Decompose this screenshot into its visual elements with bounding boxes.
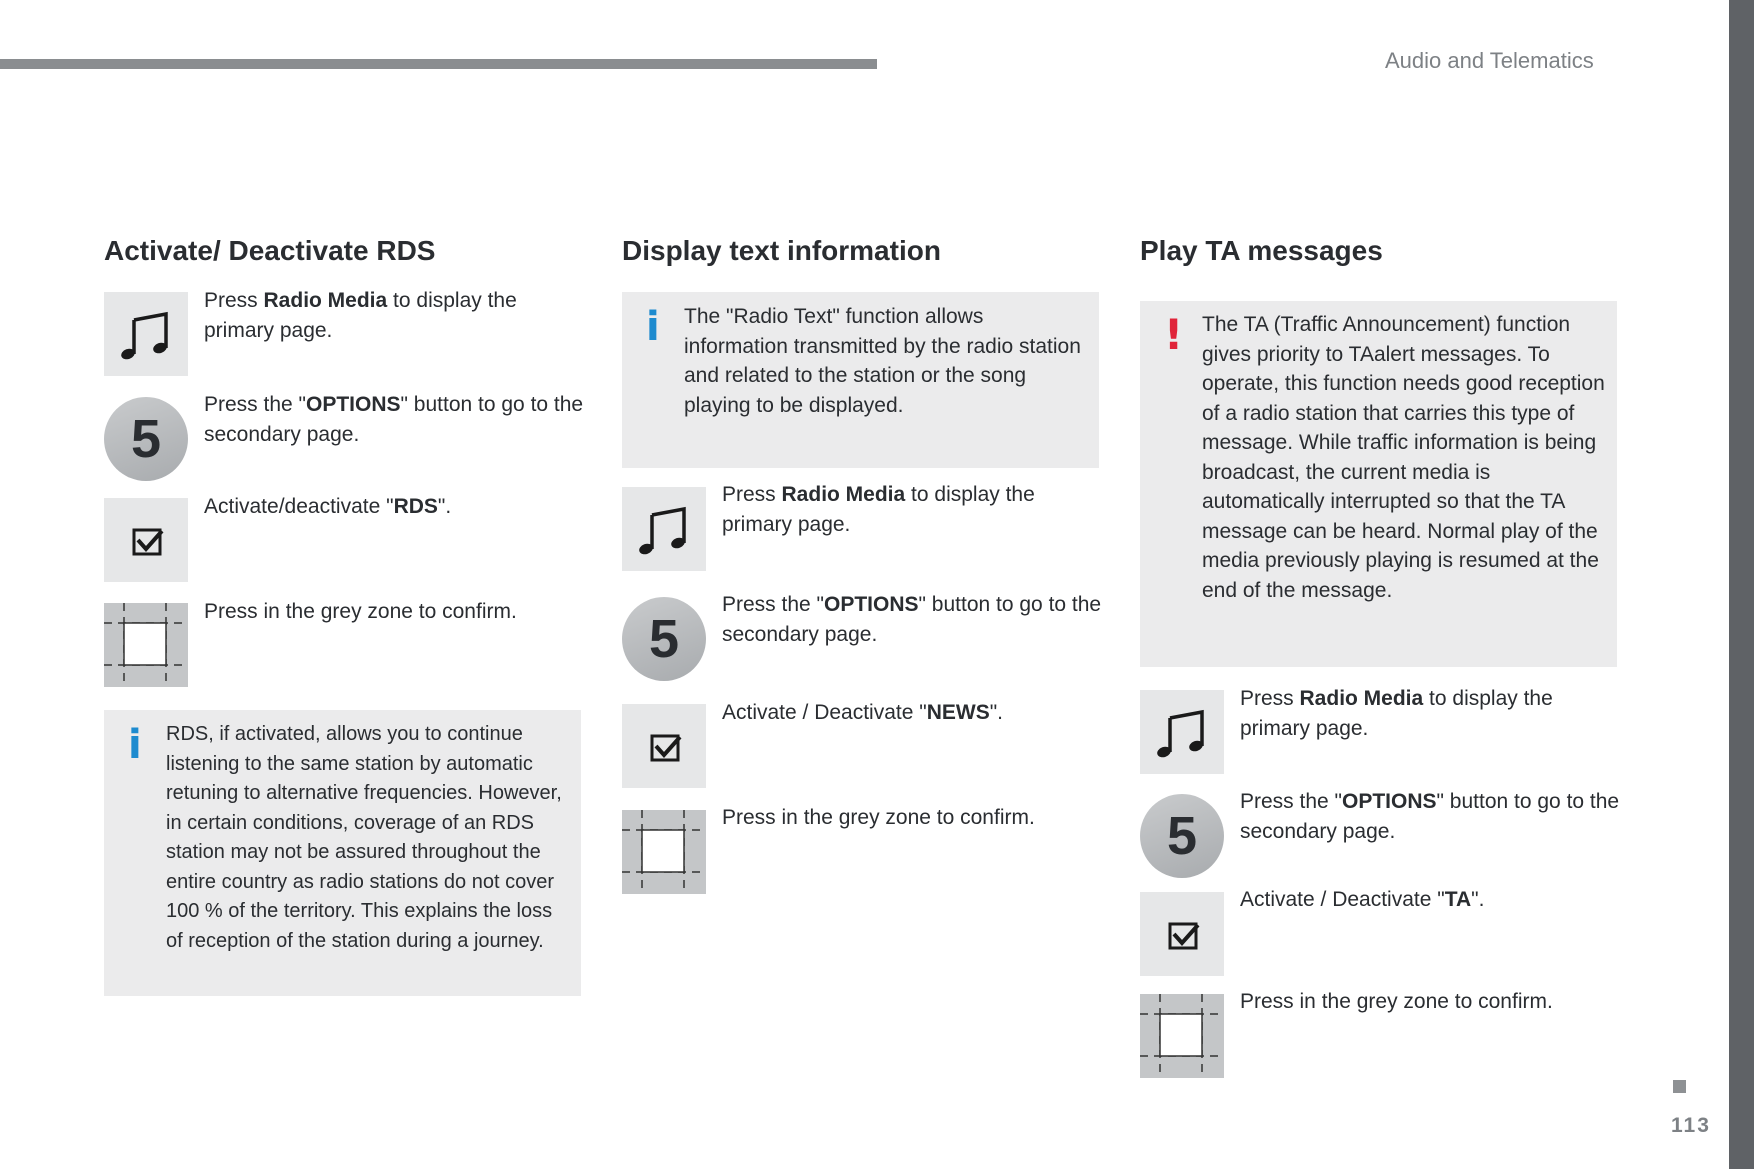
rds-step2-text: Press the "OPTIONS" button to go to the secondary page.: [204, 393, 584, 446]
ta-step3-text: Activate / Deactivate "TA".: [1240, 888, 1485, 911]
checkbox-icon: [1140, 892, 1224, 976]
page-number: 113: [1671, 1114, 1711, 1137]
ta-heading: Play TA messages: [1140, 235, 1383, 266]
text-info-step4-text: Press in the grey zone to confirm.: [722, 806, 1035, 829]
ta-warning-note-text: The TA (Traffic Announcement) function gives priority to TAalert messages. To operate, this function needs good reception of a radio station that carries this type of message. While traffic information is being broadcast, the current media is automatically interrupted so that the TA message can be heard. Normal play of the media previously playing is resumed at the end of the message.: [1202, 313, 1605, 602]
rds-step4-text: Press in the grey zone to confirm.: [204, 600, 517, 623]
grey-zone-icon: [622, 810, 706, 894]
music-note-icon: [104, 292, 188, 376]
ta-step4-text: Press in the grey zone to confirm.: [1240, 990, 1553, 1013]
music-note-icon: [1140, 690, 1224, 774]
page-header-title: Audio and Telematics: [1385, 48, 1594, 73]
options-button-badge: 5: [104, 397, 188, 481]
music-note-icon: [622, 487, 706, 571]
page-marker: [1673, 1080, 1686, 1093]
checkbox-icon: [622, 704, 706, 788]
info-icon: i: [128, 722, 142, 768]
ta-step1-text: Press Radio Media to display the primary page.: [1240, 687, 1553, 740]
rds-heading: Activate/ Deactivate RDS: [104, 235, 436, 266]
text-info-note-text: The "Radio Text" function allows information transmitted by the radio station and related to the station or the song playing to be displayed.: [684, 305, 1081, 417]
top-rule: [0, 59, 877, 69]
rds-step1-text: Press Radio Media to display the primary page.: [204, 289, 517, 342]
side-tab: [1729, 0, 1754, 1169]
text-info-step2-text: Press the "OPTIONS" button to go to the secondary page.: [722, 593, 1102, 646]
text-info-heading: Display text information: [622, 235, 941, 266]
text-info-step3-text: Activate / Deactivate "NEWS".: [722, 701, 1004, 724]
grey-zone-icon: [1140, 994, 1224, 1078]
warning-icon: !: [1164, 310, 1184, 359]
rds-info-note-text: RDS, if activated, allows you to continue listening to the same station by automatic retuning to alternative frequencies. However, in certain conditions, coverage of an RDS station may not be assured throughout the entire country as radio stations do not cover 100 % of the territory. This explains the loss of reception of the station during a journey.: [166, 723, 562, 952]
options-button-badge: 5: [1140, 794, 1224, 878]
info-icon: i: [646, 304, 660, 350]
grey-zone-icon: [104, 603, 188, 687]
text-info-step1-text: Press Radio Media to display the primary page.: [722, 483, 1035, 536]
rds-step3-text: Activate/deactivate "RDS".: [204, 495, 452, 518]
ta-step2-text: Press the "OPTIONS" button to go to the secondary page.: [1240, 790, 1620, 843]
checkbox-icon: [104, 498, 188, 582]
options-button-badge: 5: [622, 597, 706, 681]
